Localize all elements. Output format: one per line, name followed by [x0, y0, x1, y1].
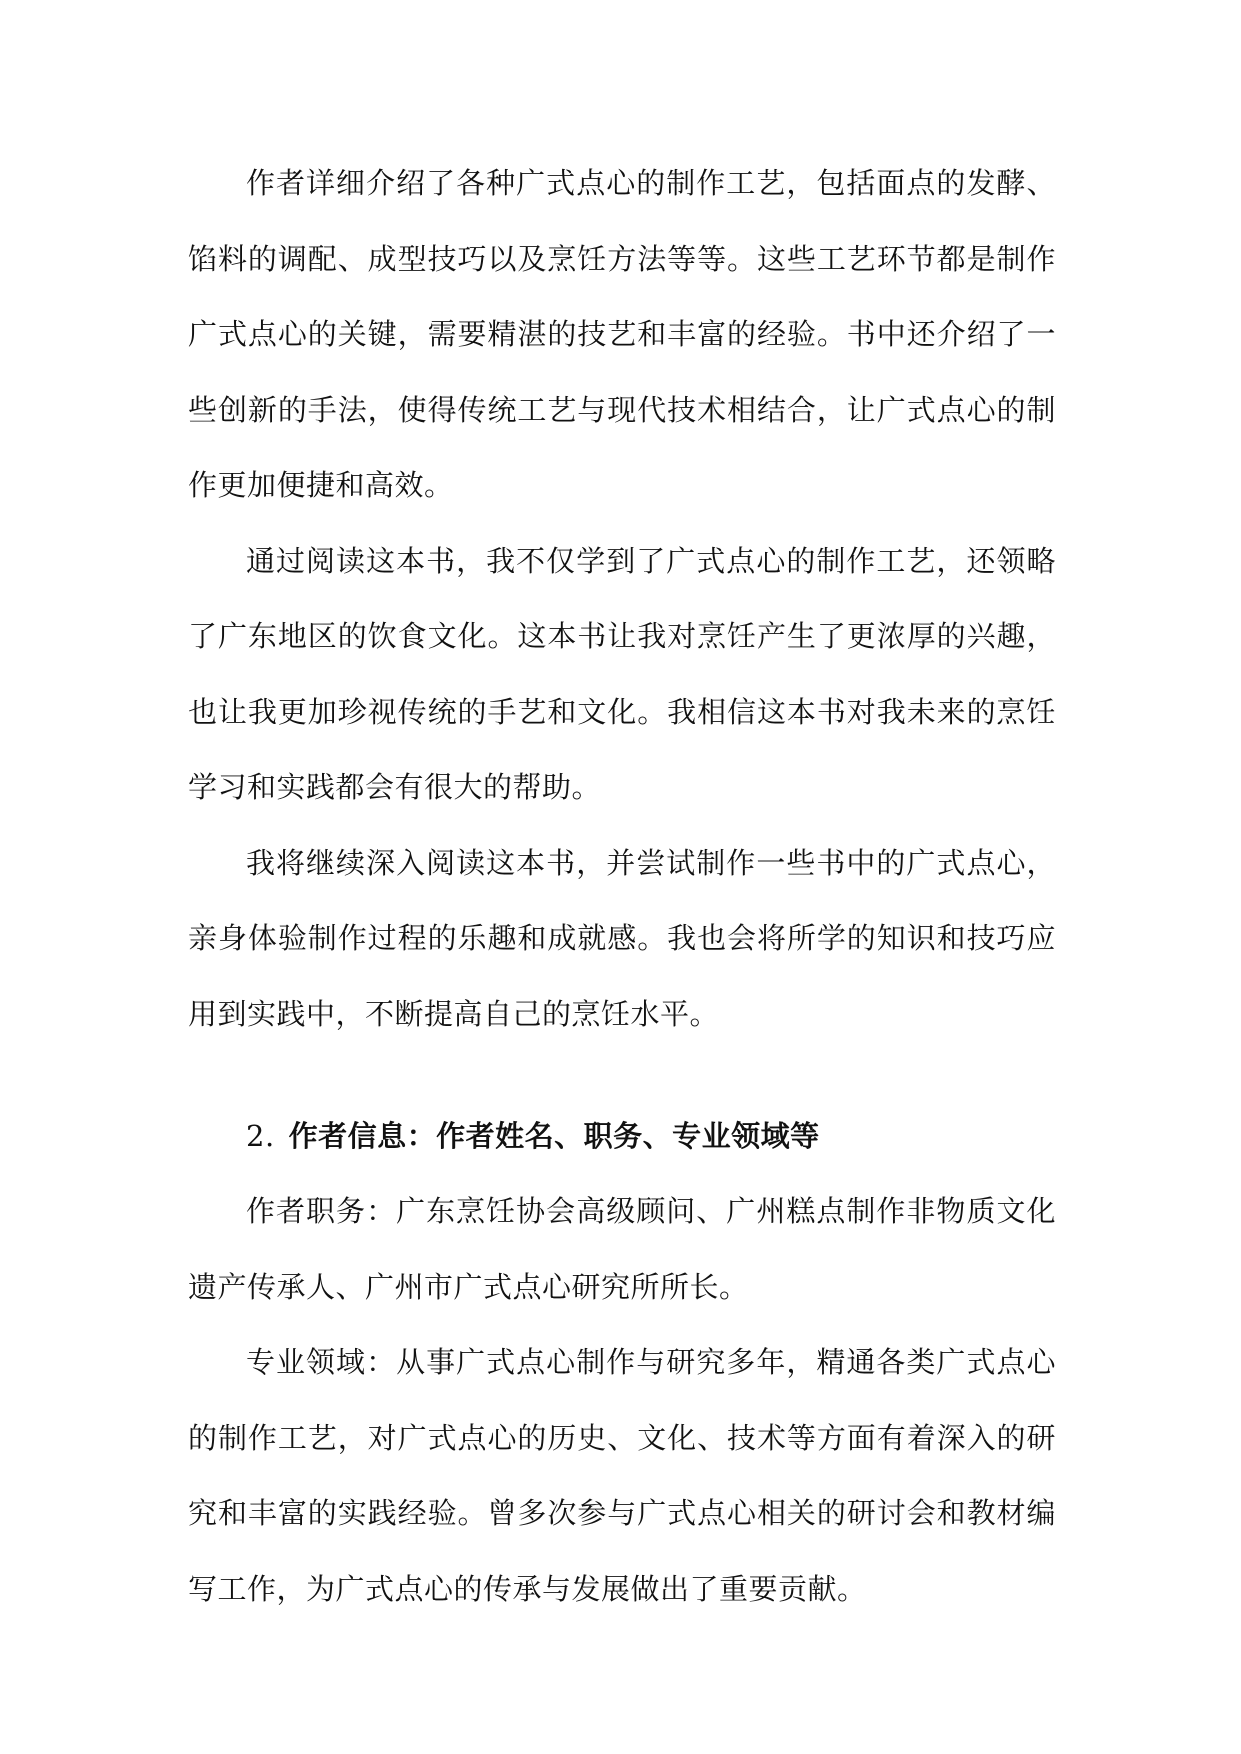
document-page: [188, 146, 1056, 1627]
section-heading: [188, 1099, 1056, 1174]
paragraph-author-expertise: 专业领域：从事广式点心制作与研究多年，精通各类广式点心的制作工艺，对广式点心的历史、文化、技术等方面有着深入的研究和丰富的实践经验。曾多次参与广式点心相关的研讨会和教材编写工作，为广式点心的传承与发展做出了重要贡献。: [188, 1345, 1056, 1606]
section-number: 2.: [246, 1119, 275, 1153]
paragraph-future-plan: 我将继续深入阅读这本书，并尝试制作一些书中的广式点心，亲身体验制作过程的乐趣和成就感。我也会将所学的知识和技巧应用到实践中，不断提高自己的烹饪水平。: [188, 845, 1056, 1031]
paragraph-reading-reflection: 通过阅读这本书，我不仅学到了广式点心的制作工艺，还领略了广东地区的饮食文化。这本书让我对烹饪产生了更浓厚的兴趣，也让我更加珍视传统的手艺和文化。我相信这本书对我未来的烹饪学习和实践都会有很大的帮助。: [188, 543, 1056, 804]
section-title: 作者信息：作者姓名、职务、专业领域等: [288, 1119, 820, 1153]
paragraph-author-position: 作者职务：广东烹饪协会高级顾问、广州糕点制作非物质文化遗产传承人、广州市广式点心研究所所长。: [188, 1194, 1056, 1304]
paragraph-craft-intro: 作者详细介绍了各种广式点心的制作工艺，包括面点的发酵、馅料的调配、成型技巧以及烹饪方法等等。这些工艺环节都是制作广式点心的关键，需要精湛的技艺和丰富的经验。书中还介绍了一些创新的手法，使得传统工艺与现代技术相结合，让广式点心的制作更加便捷和高效。: [188, 166, 1056, 502]
